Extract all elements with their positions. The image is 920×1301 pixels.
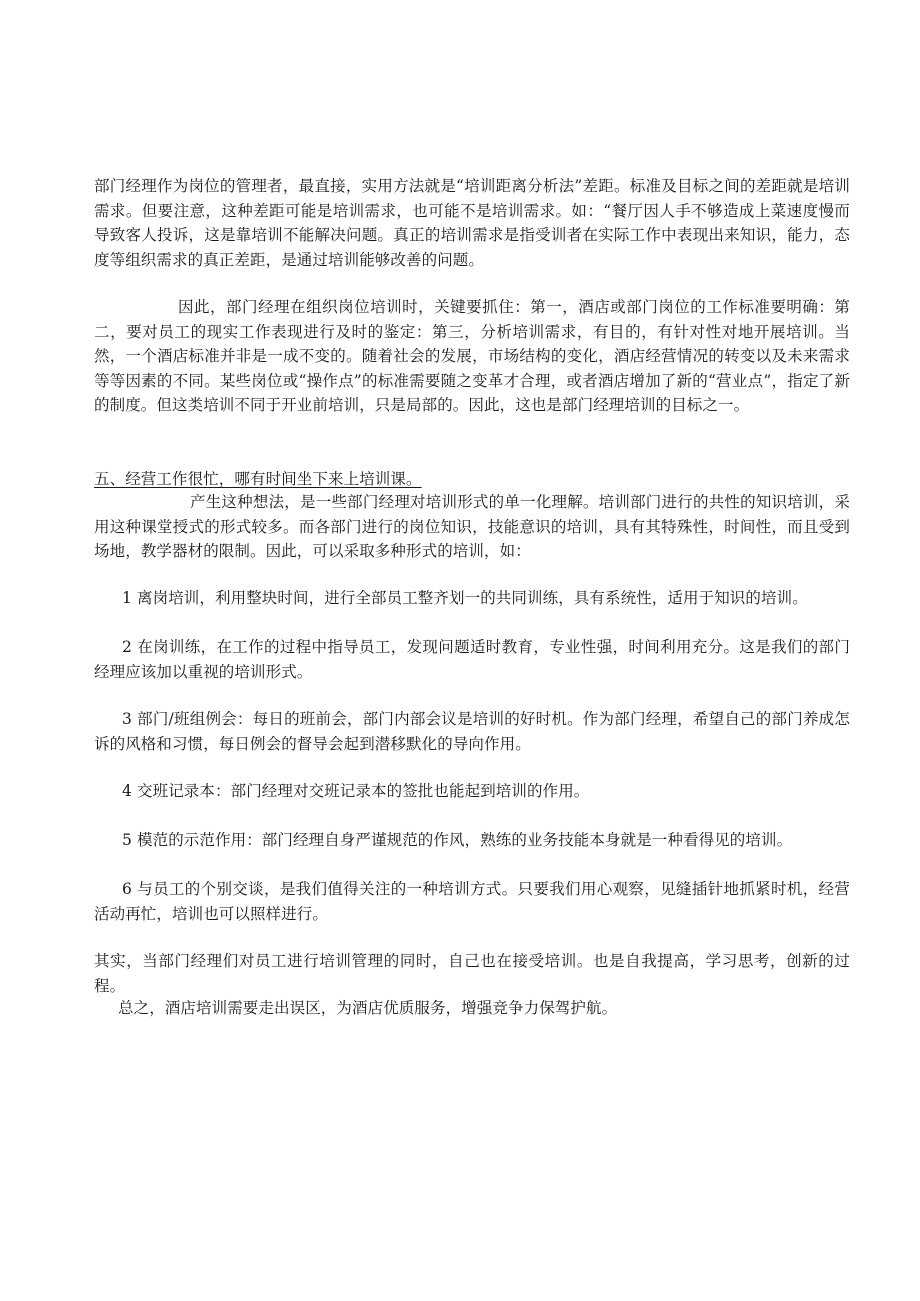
paragraph-conclusion: 其实，当部门经理们对员工进行培训管理的同时，自己也在接受培训。也是自我提高，学习思考，创新的过程。 [94, 952, 850, 995]
list-item-1: 1 离岗培训，利用整块时间，进行全部员工整齐划一的共同训练，具有系统性，适用于知识的培训。 [122, 589, 808, 607]
list-item-6: 6 与员工的个别交谈，是我们值得关注的一种培训方式。只要我们用心观察，见缝插针地抓紧时机，经营活动再忙，培训也可以照样进行。 [94, 880, 850, 923]
paragraph-therefore: 因此，部门经理在组织岗位培训时，关键要抓住：第一，酒店或部门岗位的工作标准要明确：第二，要对员工的现实工作表现进行及时的鉴定：第三，分析培训需求，有目的，有针对性对地开展培训。当然，一个酒店标准并非是一成不变的。随着社会的发展，市场结构的变化，酒店经营情况的转变以及未来需求等等因素的不同。某些岗位或“操作点”的标准需要随之变革才合理，或者酒店增加了新的“营业点”，指定了新的制度。但这类培训不同于开业前培训，只是局部的。因此，这也是部门经理培训的目标之一。 [94, 298, 850, 414]
list-item-2: 2 在岗训练，在工作的过程中指导员工，发现问题适时教育，专业性强，时间利用充分。这是我们的部门经理应该加以重视的培训形式。 [94, 638, 850, 681]
paragraph-section5-body: 产生这种想法，是一些部门经理对培训形式的单一化理解。培训部门进行的共性的知识培训，采用这种课堂授式的形式较多。而各部门进行的岗位知识，技能意识的培训，具有其特殊性，时间性，而且受到场地，教学器材的限制。因此，可以采取多种形式的培训，如： [94, 493, 850, 560]
paragraph-intro: 部门经理作为岗位的管理者，最直接，实用方法就是“培训距离分析法”差距。标准及目标之间的差距就是培训需求。但要注意，这种差距可能是培训需求，也可能不是培训需求。如：“餐厅因人手不够造成上菜速度慢而导致客人投诉，这是靠培训不能解决问题。真正的培训需求是指受训者在实际工作中表现出来知识，能力，态度等组织需求的真正差距，是通过培训能够改善的问题。 [94, 177, 850, 269]
list-item-5: 5 模范的示范作用：部门经理自身严谨规范的作风，熟练的业务技能本身就是一种看得见的培训。 [122, 831, 793, 849]
section-heading-5: 五、经营工作很忙，哪有时间坐下来上培训课。 [94, 470, 422, 488]
list-item-4: 4 交班记录本：部门经理对交班记录本的签批也能起到培训的作用。 [122, 782, 590, 800]
paragraph-summary: 总之，酒店培训需要走出误区，为酒店优质服务，增强竞争力保驾护航。 [118, 999, 618, 1017]
list-item-3: 3 部门/班组例会：每日的班前会，部门内部会议是培训的好时机。作为部门经理，希望自己的部门养成怎诉的风格和习惯，每日例会的督导会起到潜移默化的导向作用。 [94, 710, 850, 753]
